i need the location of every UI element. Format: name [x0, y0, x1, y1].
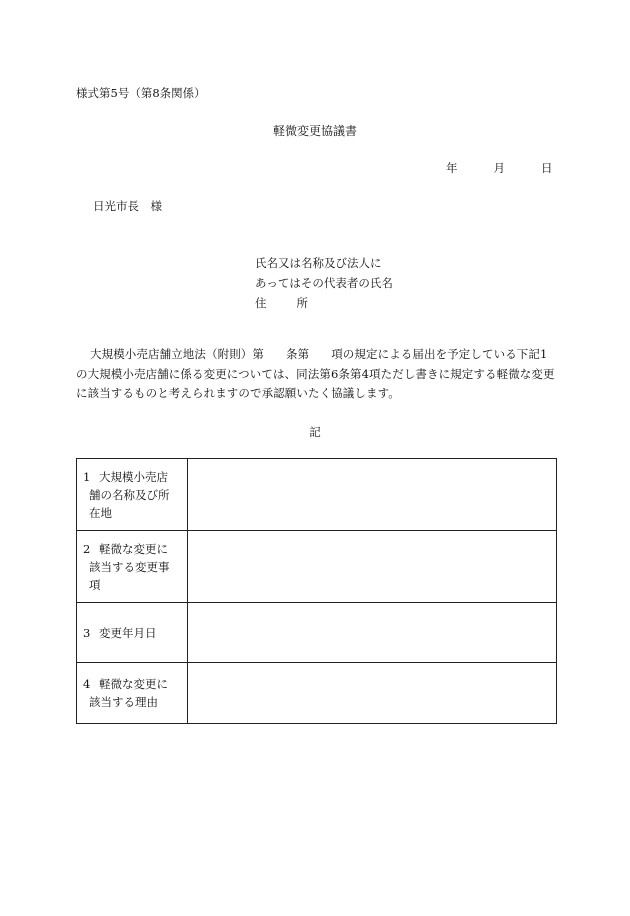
row-label-cont: 舗の名称及び所 [89, 487, 170, 502]
document-title: 軽微変更協議書 [272, 124, 357, 138]
row-label-first: 軽微な変更に [99, 541, 168, 556]
row-label-first: 軽微な変更に [99, 677, 168, 691]
table-row [77, 459, 557, 531]
body-part3: 項の規定による届出を予定している下記1の大規模小売店舗に係る変更については、同法第6条第4項ただし書きに規定する軽微な変更に該当するものと考えられますので承認願いたく協議します。 [76, 347, 555, 400]
applicant-name-line2: あってはその代表者の氏名 [255, 276, 393, 290]
ki-heading: 記 [309, 425, 321, 439]
row-value-cell[interactable] [188, 459, 557, 531]
row-value-cell[interactable] [188, 603, 557, 663]
row-number: 3 [83, 625, 91, 640]
row-label [77, 459, 188, 531]
row-label-cont: 在地 [89, 505, 112, 520]
row-label [77, 603, 188, 663]
date-year-label: 年 [446, 161, 458, 175]
date-day-label: 日 [541, 161, 553, 175]
row-label-cont: 項 [89, 577, 101, 592]
addressee: 日光市長 様 [93, 199, 162, 213]
row-label-first: 変更年月日 [99, 625, 157, 640]
applicant-block [255, 253, 393, 313]
table-row [77, 663, 557, 724]
row-label [77, 663, 188, 724]
applicant-address-label [255, 293, 393, 313]
date-month-label: 月 [493, 161, 505, 175]
table-row [77, 603, 557, 663]
table-row [77, 531, 557, 603]
items-table [76, 458, 557, 724]
body-part2: 条第 [286, 347, 310, 361]
form-number: 様式第5号（第8条関係） [76, 86, 206, 100]
applicant-name-line1: 氏名又は名称及び法人に [255, 256, 382, 270]
row-label-cont: 該当する理由 [89, 695, 158, 709]
row-number: 4 [83, 677, 91, 691]
body-part1: 大規模小売店舗立地法（附則）第 [90, 347, 264, 361]
row-number: 1 [83, 469, 91, 484]
row-label [77, 531, 188, 603]
date-line [446, 160, 553, 176]
address-label-a: 住 [255, 296, 267, 310]
row-label-cont: 該当する変更事 [89, 559, 170, 574]
row-number: 2 [83, 541, 91, 556]
address-label-b: 所 [296, 296, 308, 310]
body-paragraph [76, 345, 556, 404]
row-value-cell[interactable] [188, 531, 557, 603]
row-value-cell[interactable] [188, 663, 557, 724]
row-label-first: 大規模小売店 [99, 469, 168, 484]
